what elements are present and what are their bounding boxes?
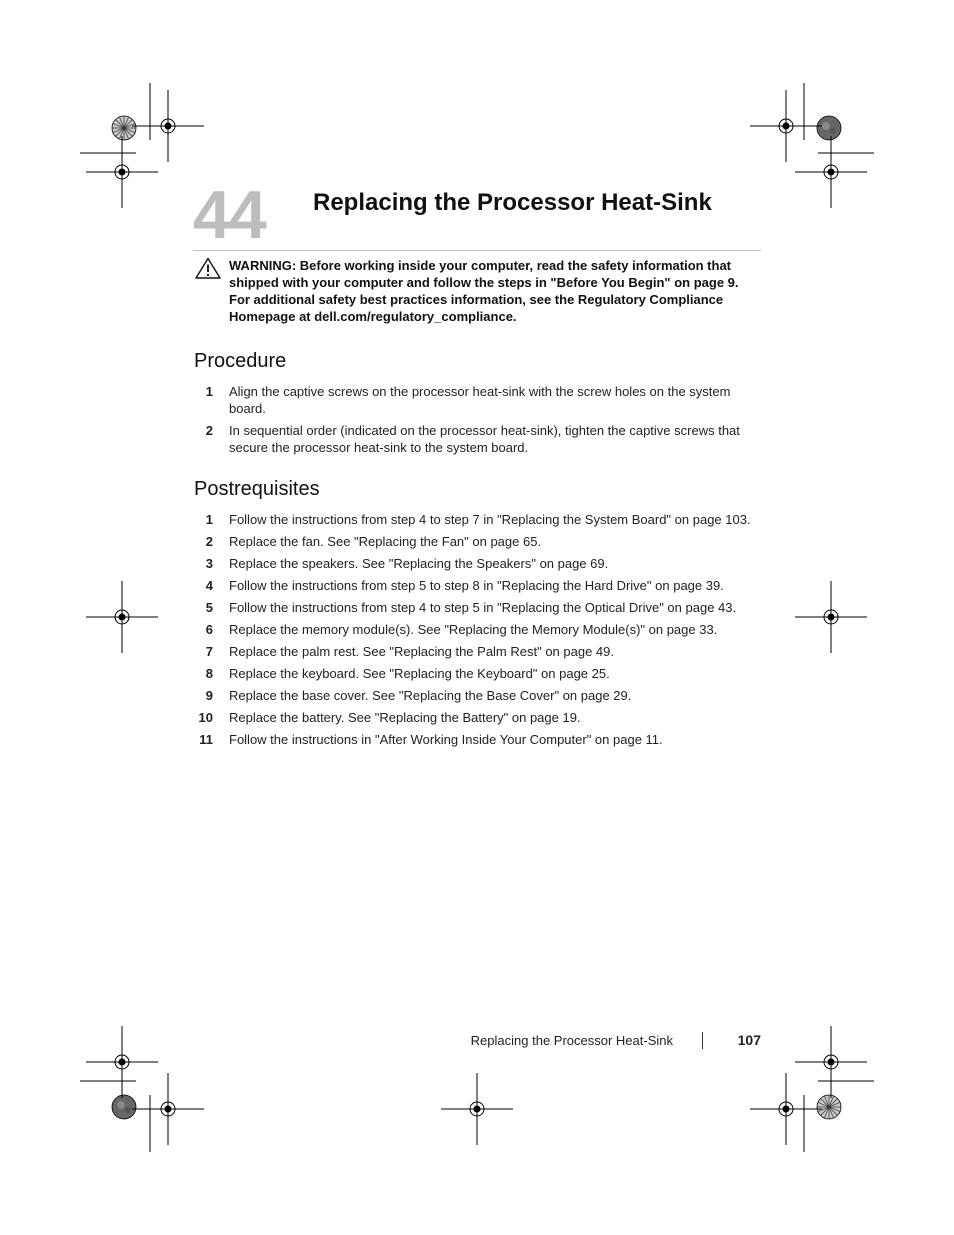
step-text: Follow the instructions from step 4 to step 7 in "Replacing the System Board" on page 103. [229, 512, 751, 527]
step-text: In sequential order (indicated on the processor heat-sink), tighten the captive screws that secure the processor heat-sink to the system board. [229, 423, 740, 455]
step-text: Replace the battery. See "Replacing the Battery" on page 19. [229, 710, 581, 725]
step-number: 2 [205, 534, 213, 549]
step-text: Replace the keyboard. See "Replacing the Keyboard" on page 25. [229, 666, 610, 681]
step-number: 5 [205, 600, 213, 615]
list-item [193, 665, 763, 682]
list-item [193, 577, 763, 594]
procedure-steps [193, 383, 763, 461]
postrequisite-steps [193, 511, 763, 753]
step-number: 9 [205, 688, 213, 703]
page-number: 107 [737, 1032, 761, 1048]
step-text: Replace the palm rest. See "Replacing the Palm Rest" on page 49. [229, 644, 615, 659]
step-number: 1 [205, 384, 213, 399]
step-number: 2 [205, 423, 213, 438]
list-item [193, 533, 763, 550]
list-item [193, 687, 763, 704]
list-item [193, 621, 763, 638]
warning-note [193, 257, 761, 325]
step-number: 4 [205, 578, 213, 593]
step-number: 10 [198, 710, 213, 725]
list-item [193, 731, 763, 748]
section-heading-procedure: Procedure [194, 350, 287, 372]
footer-chapter-title: Replacing the Processor Heat-Sink [470, 1033, 673, 1048]
step-number: 3 [205, 556, 213, 571]
step-text: Follow the instructions from step 4 to step 5 in "Replacing the Optical Drive" on page 43. [229, 600, 737, 615]
page-title: Replacing the Processor Heat-Sink [313, 189, 712, 216]
chapter-number: 44 [193, 177, 265, 253]
step-text: Replace the speakers. See "Replacing the Speakers" on page 69. [229, 556, 609, 571]
page-footer [440, 1032, 761, 1052]
section-heading-postrequisites: Postrequisites [194, 478, 320, 500]
step-number: 8 [205, 666, 213, 681]
step-number: 6 [205, 622, 213, 637]
list-item [193, 709, 763, 726]
step-text: Replace the fan. See "Replacing the Fan" on page 65. [229, 534, 542, 549]
step-text: Replace the memory module(s). See "Replacing the Memory Module(s)" on page 33. [229, 622, 718, 637]
warning-triangle-icon [195, 257, 221, 279]
step-text: Follow the instructions in "After Working Inside Your Computer" on page 11. [229, 732, 663, 747]
list-item [193, 643, 763, 660]
footer-separator [702, 1032, 703, 1049]
title-divider [193, 250, 761, 251]
list-item [193, 555, 763, 572]
list-item [193, 383, 763, 417]
warning-text: WARNING: Before working inside your computer, read the safety information that shipped with your computer and follow the steps in "Before You Begin" on page 9. For additional safety best practices information, see the Regulatory Compliance Homepage at dell.com/regulatory_compliance. [229, 258, 739, 324]
list-item [193, 599, 763, 616]
step-text: Follow the instructions from step 5 to step 8 in "Replacing the Hard Drive" on page 39. [229, 578, 724, 593]
step-text: Align the captive screws on the processor heat-sink with the screw holes on the system board. [229, 384, 731, 416]
list-item [193, 511, 763, 528]
list-item [193, 422, 763, 456]
step-number: 11 [199, 732, 213, 747]
step-text: Replace the base cover. See "Replacing the Base Cover" on page 29. [229, 688, 632, 703]
step-number: 1 [205, 512, 213, 527]
step-number: 7 [205, 644, 213, 659]
